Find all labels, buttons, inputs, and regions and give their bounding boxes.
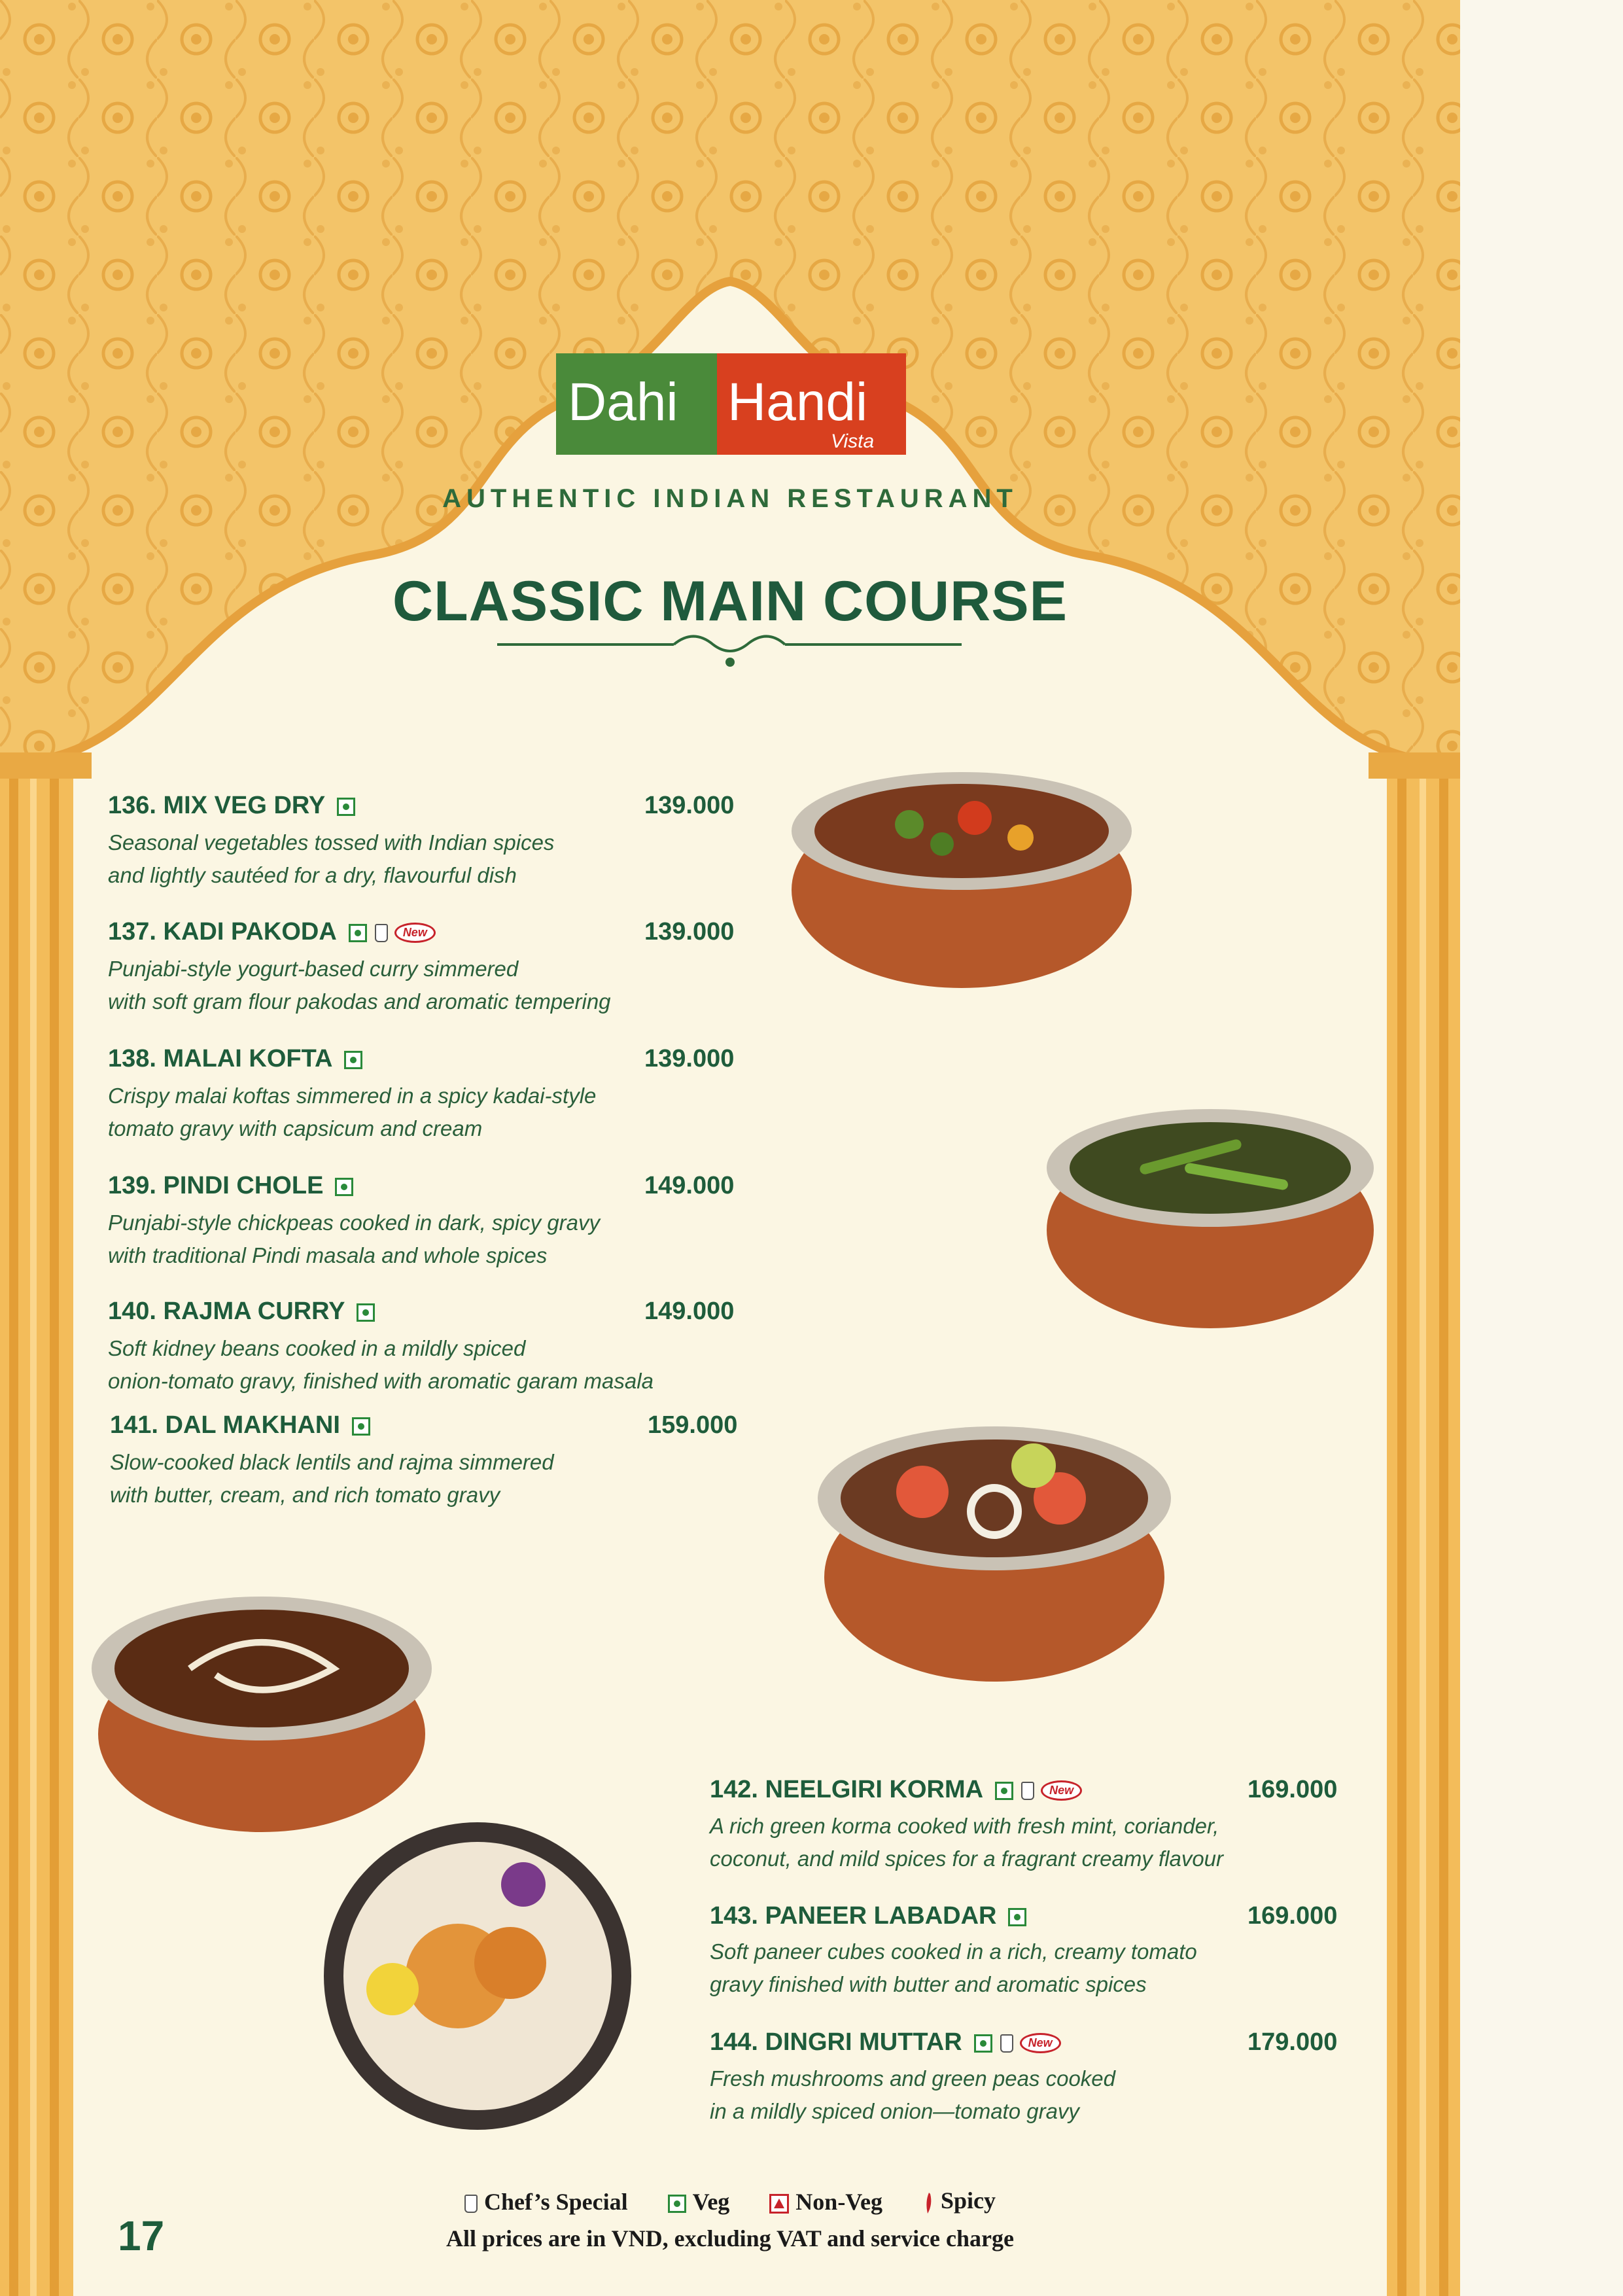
legend-non-veg: Non-Veg: [769, 2188, 882, 2216]
legend-chef-special: Chef’s Special: [464, 2188, 628, 2216]
price-note: All prices are in VND, excluding VAT and service charge: [446, 2225, 1014, 2252]
menu-item-price: 149.000: [644, 1298, 735, 1325]
menu-item-description: Fresh mushrooms and green peas cooked in a mildly spiced onion—tomato gravy: [710, 2066, 1116, 2123]
veg-icon: [995, 1782, 1013, 1800]
non-veg-icon: [769, 2194, 789, 2214]
new-badge: New: [1020, 2033, 1061, 2053]
menu-item-price: 139.000: [644, 918, 735, 945]
legend-veg: Veg: [668, 2188, 730, 2216]
page-number: 17: [118, 2212, 165, 2259]
page-title: CLASSIC MAIN COURSE: [393, 570, 1068, 633]
dish-photo-salad-curry: [805, 1381, 1184, 1695]
tagline: AUTHENTIC INDIAN RESTAURANT: [442, 484, 1018, 513]
veg-icon: [974, 2034, 992, 2053]
logo-word-vista: Vista: [831, 431, 875, 452]
menu-item-name: 139. PINDI CHOLE: [108, 1172, 353, 1200]
menu-item-description: Slow-cooked black lentils and rajma simmered with butter, cream, and rich tomato gravy: [110, 1450, 554, 1507]
menu-item-name: 142. NEELGIRI KORMA New: [710, 1776, 1082, 1804]
chef-hat-icon: [1021, 1782, 1034, 1800]
chili-icon: [922, 2190, 935, 2216]
dish-photo-dal-makhani: [85, 1557, 438, 1845]
veg-icon: [335, 1178, 353, 1196]
menu-item-description: Punjabi-style chickpeas cooked in dark, spicy gravy with traditional Pindi masala and whole spices: [108, 1210, 601, 1267]
menu-item-price: 169.000: [1248, 1776, 1338, 1803]
menu-item-price: 139.000: [644, 1045, 735, 1072]
menu-item-name: 138. MALAI KOFTA: [108, 1045, 362, 1073]
menu-item-description: Soft paneer cubes cooked in a rich, creamy tomato gravy finished with butter and aromatic spices: [710, 1939, 1197, 1996]
restaurant-logo: [556, 353, 906, 455]
veg-icon: [352, 1417, 370, 1436]
dish-photo-paneer: [301, 1819, 654, 2133]
veg-icon: [337, 798, 355, 816]
menu-item-name: 137. KADI PAKODA New: [108, 918, 436, 946]
menu-item-name: 136. MIX VEG DRY: [108, 792, 355, 820]
new-badge: New: [394, 923, 436, 943]
menu-item-name: 141. DAL MAKHANI: [110, 1411, 370, 1439]
veg-icon: [357, 1303, 375, 1322]
menu-item-name: 143. PANEER LABADAR: [710, 1902, 1026, 1930]
chef-hat-icon: [375, 924, 388, 942]
dish-photo-okra: [1027, 1060, 1393, 1341]
veg-icon: [349, 924, 367, 942]
legend-spicy: Spicy: [922, 2187, 996, 2216]
chef-hat-icon: [1000, 2034, 1013, 2053]
logo-word-dahi: Dahi: [568, 372, 678, 432]
veg-icon: [344, 1051, 362, 1069]
menu-item-description: Seasonal vegetables tossed with Indian spices and lightly sautéed for a dry, flavourful dish: [108, 830, 555, 887]
right-margin-strip: [1460, 0, 1623, 2296]
veg-icon: [668, 2195, 686, 2213]
new-badge: New: [1041, 1780, 1082, 1801]
veg-icon: [1008, 1908, 1026, 1926]
menu-item-price: 139.000: [644, 792, 735, 819]
chef-hat-icon: [464, 2195, 478, 2213]
dish-photo-mix-veg: [778, 726, 1145, 1001]
menu-item-description: Crispy malai koftas simmered in a spicy kadai-style tomato gravy with capsicum and cream: [108, 1084, 597, 1140]
menu-item-description: Soft kidney beans cooked in a mildly spiced onion-tomato gravy, finished with aromatic garam masala: [108, 1336, 654, 1393]
menu-item-price: 169.000: [1248, 1902, 1338, 1930]
menu-item-name: 144. DINGRI MUTTAR New: [710, 2028, 1061, 2057]
logo-word-handi: Handi: [727, 372, 868, 432]
menu-item-price: 149.000: [644, 1172, 735, 1199]
menu-item-price: 179.000: [1248, 2028, 1338, 2056]
icon-legend: [0, 2185, 1460, 2216]
menu-item-description: A rich green korma cooked with fresh mint, coriander, coconut, and mild spices for a fragrant creamy flavour: [710, 1814, 1224, 1871]
menu-item-description: Punjabi-style yogurt-based curry simmered with soft gram flour pakodas and aromatic tempering: [108, 957, 611, 1014]
menu-item-price: 159.000: [648, 1411, 738, 1439]
menu-item-name: 140. RAJMA CURRY: [108, 1298, 375, 1326]
